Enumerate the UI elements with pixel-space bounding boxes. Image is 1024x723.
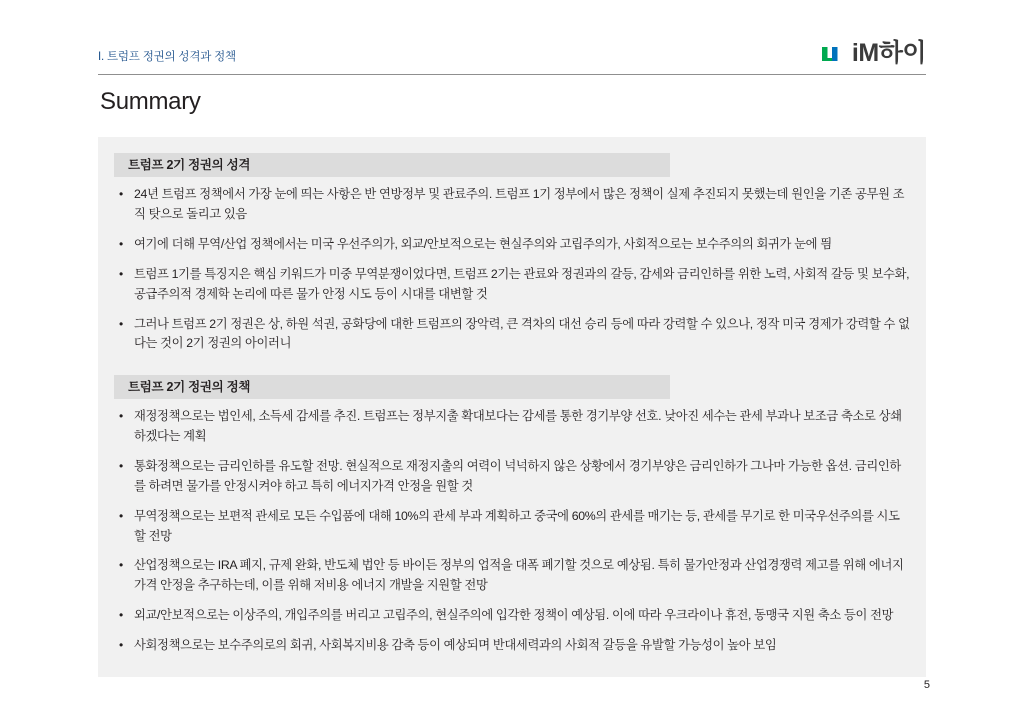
breadcrumb: I. 트럼프 정권의 성격과 정책 bbox=[98, 51, 236, 63]
brand-logo-text: iM하이 bbox=[851, 38, 926, 67]
list-item: • 24년 트럼프 정책에서 가장 눈에 띄는 사항은 반 연방정부 및 관료주의. 트럼프 1기 정부에서 많은 정책이 실제 추진되지 못했는데 원인을 기존 공무원 조직 탓으로 돌리고 있음 bbox=[116, 185, 912, 225]
summary-panel bbox=[98, 137, 926, 677]
brand-logo bbox=[820, 40, 926, 66]
page-title: Summary bbox=[100, 88, 201, 115]
section-header-policy bbox=[114, 375, 670, 399]
list-item: • 트럼프 1기를 특징지은 핵심 키워드가 미중 무역분쟁이었다면, 트럼프 2기는 관료와 정권과의 갈등, 감세와 금리인하를 위한 노력, 사회적 갈등 및 보수화, 공급주의적 경제학 논리에 따른 물가 안정 시도 등이 시대를 대변할 것 bbox=[116, 265, 912, 305]
list-item: • 산업정책으로는 IRA 폐지, 규제 완화, 반도체 법안 등 바이든 정부의 업적을 대폭 폐기할 것으로 예상됨. 특히 물가안정과 산업경쟁력 제고를 위해 에너지가격 안정을 추구하는데, 이를 위해 저비용 에너지 개발을 지원할 전망 bbox=[116, 556, 912, 596]
section-header-character bbox=[114, 153, 670, 177]
list-item: • 외교/안보적으로는 이상주의, 개입주의를 버리고 고립주의, 현실주의에 입각한 정책이 예상됨. 이에 따라 우크라이나 휴전, 동맹국 지원 축소 등이 전망 bbox=[116, 606, 912, 626]
list-item: • 그러나 트럼프 2기 정권은 상, 하원 석권, 공화당에 대한 트럼프의 장악력, 큰 격차의 대선 승리 등에 따라 강력할 수 있으나, 정작 미국 경제가 강력할 수 없다는 것이 2기 정권의 아이러니 bbox=[116, 315, 912, 355]
bullet-list-character bbox=[116, 185, 912, 364]
header-divider bbox=[98, 74, 926, 75]
section-heading: 트럼프 2기 정권의 성격 bbox=[114, 153, 670, 177]
list-item: • 무역정책으로는 보편적 관세로 모든 수입품에 대해 10%의 관세 부과 계획하고 중국에 60%의 관세를 매기는 등, 관세를 무기로 한 미국우선주의를 시도 할 전망 bbox=[116, 507, 912, 547]
section-heading: 트럼프 2기 정권의 정책 bbox=[114, 375, 670, 399]
page-number: 5 bbox=[923, 679, 930, 691]
im-logo-mark-icon bbox=[820, 40, 846, 66]
list-item: • 여기에 더해 무역/산업 정책에서는 미국 우선주의가, 외교/안보적으로는 현실주의와 고립주의가, 사회적으로는 보수주의의 회귀가 눈에 띔 bbox=[116, 235, 912, 255]
bullet-list-policy bbox=[116, 407, 912, 666]
list-item: • 통화정책으로는 금리인하를 유도할 전망. 현실적으로 재정지출의 여력이 넉넉하지 않은 상황에서 경기부양은 금리인하가 그나마 가능한 옵션. 금리인하를 하려면 물가를 안정시켜야 하고 특히 에너지가격 안정을 원할 것 bbox=[116, 457, 912, 497]
slide-header bbox=[98, 38, 926, 78]
list-item: • 재정정책으로는 법인세, 소득세 감세를 추진. 트럼프는 정부지출 확대보다는 감세를 통한 경기부양 선호. 낮아진 세수는 관세 부과나 보조금 축소로 상쇄하겠다는 계획 bbox=[116, 407, 912, 447]
list-item: • 사회정책으로는 보수주의로의 회귀, 사회복지비용 감축 등이 예상되며 반대세력과의 사회적 갈등을 유발할 가능성이 높아 보임 bbox=[116, 636, 912, 656]
